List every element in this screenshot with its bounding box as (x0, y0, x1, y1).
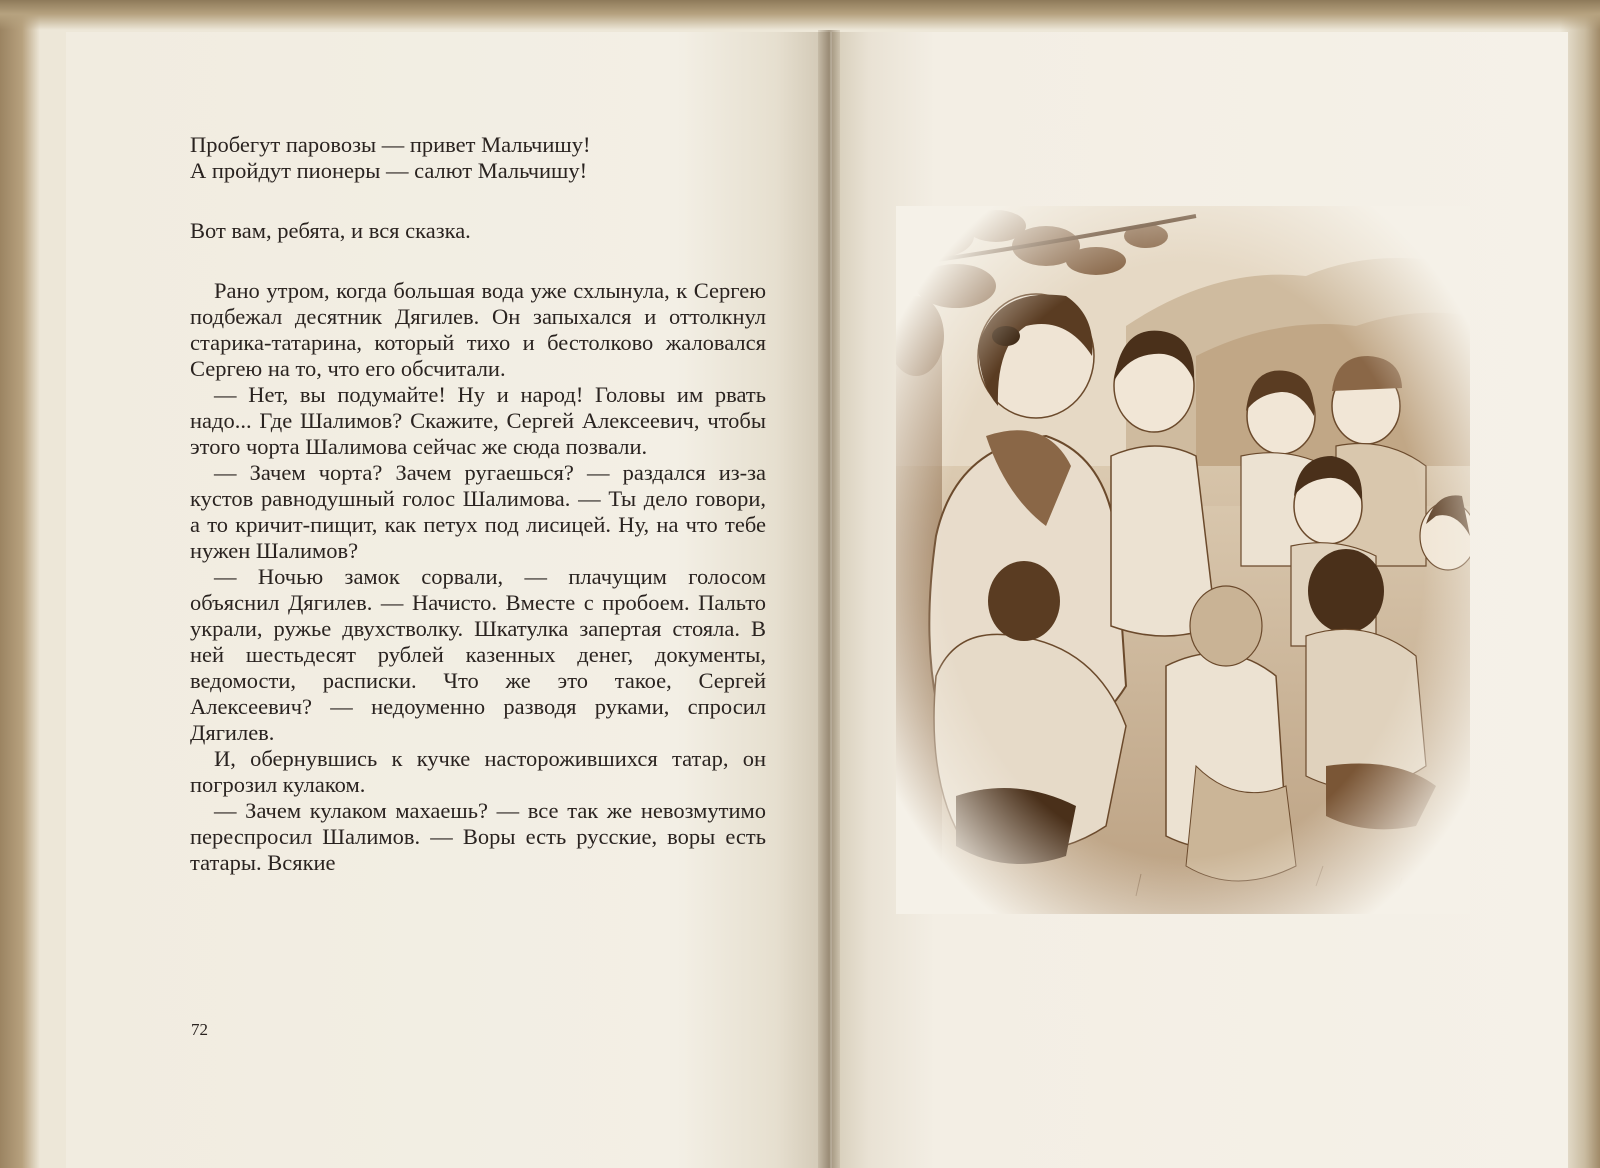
left-page-text (190, 132, 766, 876)
verse-line: А пройдут пионеры — салют Мальчишу! (190, 158, 588, 183)
page-number: 72 (191, 1020, 208, 1039)
illustration-children-in-circle (896, 206, 1470, 914)
paragraph: — Нет, вы подумайте! Ну и народ! Головы им рвать надо... Где Шалимов? Скажите, Сергей Алексеевич, чтобы этого чорта Шалимова сейчас же сюда позвали. (190, 382, 766, 459)
closing-line: Вот вам, ребята, и вся сказка. (190, 218, 471, 243)
book-gutter (818, 30, 840, 1168)
book-top-edge (0, 0, 1600, 30)
paragraph: И, обернувшись к кучке насторожившихся татар, он погрозил кулаком. (190, 746, 766, 797)
verse-line: Пробегут паровозы — привет Мальчишу! (190, 132, 591, 157)
paragraph: — Ночью замок сорвали, — плачущим голосом объяснил Дягилев. — Начисто. Вместе с пробоем. Пальто украли, ружье двухстволку. Шкатулка запертая стояла. В ней шестьдесят рублей казенных денег, документы, ведомости, расписки. Что же это такое, Сергей Алексеевич? — недоуменно разводя руками, спросил Дягилев. (190, 564, 766, 745)
paragraph: Рано утром, когда большая вода уже схлынула, к Сергею подбежал десятник Дягилев. Он запыхался и оттолкнул старика-татарина, который тихо и бестолково жаловался Сергею на то, что его обсчитали. (190, 278, 766, 381)
paragraph: — Зачем кулаком махаешь? — все так же невозмутимо переспросил Шалимов. — Воры есть русские, воры есть татары. Всякие (190, 798, 766, 875)
paragraph: — Зачем чорта? Зачем ругаешься? — раздался из-за кустов равнодушный голос Шалимова. — Ты дело говори, а то кричит-пищит, как петух под лисицей. Ну, на что тебе нужен Шалимов? (190, 460, 766, 563)
